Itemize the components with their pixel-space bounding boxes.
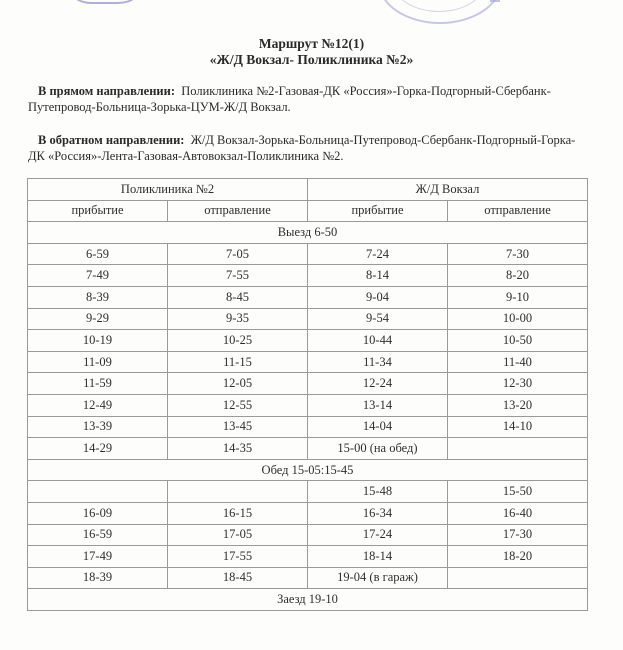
- time-cell: 8-39: [28, 286, 168, 308]
- time-cell: 14-35: [168, 438, 308, 460]
- time-cell: 7-05: [168, 243, 308, 265]
- table-row: [28, 351, 588, 373]
- time-cell: 15-00 (на обед): [308, 438, 448, 460]
- departure-note: Выезд 6-50: [28, 222, 588, 244]
- time-cell: 16-59: [28, 524, 168, 546]
- time-cell: 18-20: [448, 546, 588, 568]
- time-cell: 16-34: [308, 502, 448, 524]
- time-cell: 15-50: [448, 481, 588, 503]
- column-header: отправление: [448, 200, 588, 222]
- time-cell: 10-44: [308, 330, 448, 352]
- lunch-note-row: [28, 459, 588, 481]
- forward-direction-route: Поликлиника №2-Газовая-ДК «Россия»-Горка-Подгорный-Сбербанк-Путепровод-Больница-Зорька-ЦУМ-Ж/Д Вокзал.: [28, 84, 551, 114]
- time-cell: 9-35: [168, 308, 308, 330]
- time-cell: 11-09: [28, 351, 168, 373]
- time-cell: 9-04: [308, 286, 448, 308]
- time-cell: 13-39: [28, 416, 168, 438]
- time-cell: 17-05: [168, 524, 308, 546]
- time-cell: 11-59: [28, 373, 168, 395]
- time-cell: 10-00: [448, 308, 588, 330]
- time-cell: 10-19: [28, 330, 168, 352]
- column-header: прибытие: [308, 200, 448, 222]
- schedule-table: [27, 178, 588, 611]
- time-cell: 7-30: [448, 243, 588, 265]
- return-note: Заезд 19-10: [28, 589, 588, 611]
- time-cell: 7-55: [168, 265, 308, 287]
- forward-direction: [28, 83, 588, 115]
- column-header: прибытие: [28, 200, 168, 222]
- time-cell: 19-04 (в гараж): [308, 567, 448, 589]
- stop-header-policlinic: Поликлиника №2: [28, 179, 308, 201]
- time-cell: 18-14: [308, 546, 448, 568]
- time-cell: 12-55: [168, 394, 308, 416]
- lunch-note: Обед 15-05:15-45: [28, 459, 588, 481]
- backward-direction-label: В обратном направлении:: [38, 133, 185, 147]
- stamp-right-mark: [490, 0, 500, 2]
- table-row: [28, 567, 588, 589]
- table-row: [28, 394, 588, 416]
- time-cell: 11-15: [168, 351, 308, 373]
- time-cell: 9-29: [28, 308, 168, 330]
- time-cell: 16-09: [28, 502, 168, 524]
- table-row: [28, 243, 588, 265]
- table-row: [28, 265, 588, 287]
- table-row: [28, 308, 588, 330]
- time-cell: 10-25: [168, 330, 308, 352]
- time-cell: 7-24: [308, 243, 448, 265]
- table-row: [28, 416, 588, 438]
- return-note-row: [28, 589, 588, 611]
- time-cell: 12-05: [168, 373, 308, 395]
- departure-note-row: [28, 222, 588, 244]
- time-cell: [28, 481, 168, 503]
- forward-direction-label: В прямом направлении:: [38, 84, 175, 98]
- time-cell: 7-49: [28, 265, 168, 287]
- table-row: [28, 286, 588, 308]
- time-cell: 11-34: [308, 351, 448, 373]
- time-cell: 16-40: [448, 502, 588, 524]
- time-cell: 13-14: [308, 394, 448, 416]
- time-cell: [448, 567, 588, 589]
- time-cell: 12-30: [448, 373, 588, 395]
- time-cell: 8-20: [448, 265, 588, 287]
- time-cell: 17-30: [448, 524, 588, 546]
- time-cell: 15-48: [308, 481, 448, 503]
- time-cell: 14-10: [448, 416, 588, 438]
- table-row: [28, 546, 588, 568]
- time-cell: 17-55: [168, 546, 308, 568]
- table-row: [28, 373, 588, 395]
- table-row: [28, 438, 588, 460]
- backward-direction-route: Ж/Д Вокзал-Зорька-Больница-Путепровод-Сбербанк-Подгорный-Горка-ДК «Россия»-Лента-Газовая-Автовокзал-Поликлиника №2.: [28, 133, 576, 163]
- time-cell: 18-39: [28, 567, 168, 589]
- table-row: [28, 502, 588, 524]
- stamp-left: [60, 0, 150, 4]
- table-row: [28, 524, 588, 546]
- stops-header-row: [28, 179, 588, 201]
- column-header: отправление: [168, 200, 308, 222]
- time-cell: 9-10: [448, 286, 588, 308]
- time-cell: [448, 438, 588, 460]
- time-cell: 12-49: [28, 394, 168, 416]
- table-row: [28, 481, 588, 503]
- time-cell: 9-54: [308, 308, 448, 330]
- columns-header-row: [28, 200, 588, 222]
- time-cell: [168, 481, 308, 503]
- time-cell: 14-29: [28, 438, 168, 460]
- time-cell: 12-24: [308, 373, 448, 395]
- route-subtitle: «Ж/Д Вокзал- Поликлиника №2»: [209, 52, 414, 67]
- stop-header-station: Ж/Д Вокзал: [308, 179, 588, 201]
- table-row: [28, 330, 588, 352]
- time-cell: 10-50: [448, 330, 588, 352]
- backward-direction: [28, 132, 588, 164]
- time-cell: 16-15: [168, 502, 308, 524]
- time-cell: 17-24: [308, 524, 448, 546]
- time-cell: 11-40: [448, 351, 588, 373]
- time-cell: 17-49: [28, 546, 168, 568]
- time-cell: 13-20: [448, 394, 588, 416]
- time-cell: 13-45: [168, 416, 308, 438]
- time-cell: 8-45: [168, 286, 308, 308]
- time-cell: 18-45: [168, 567, 308, 589]
- time-cell: 6-59: [28, 243, 168, 265]
- route-title: Маршрут №12(1): [258, 36, 365, 51]
- time-cell: 8-14: [308, 265, 448, 287]
- time-cell: 14-04: [308, 416, 448, 438]
